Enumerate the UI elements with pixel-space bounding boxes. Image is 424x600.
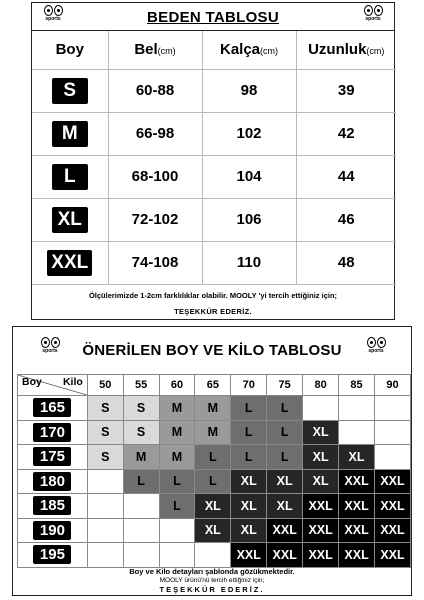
size-recommend-cell: XL <box>339 445 375 470</box>
size-recommend-cell <box>375 445 411 470</box>
size-recommend-cell: L <box>123 469 159 494</box>
weight-header: 85 <box>339 375 375 396</box>
size-recommend-cell: XXL <box>339 518 375 543</box>
height-badge: 170 <box>33 423 71 442</box>
size-recommend-cell <box>87 518 123 543</box>
size-table <box>32 31 396 285</box>
brand-logo-left: sports <box>40 5 66 27</box>
brand-logo-right: sports <box>360 5 386 27</box>
size-recommend-cell: L <box>159 469 195 494</box>
size-recommend-cell: S <box>123 420 159 445</box>
weight-header: 60 <box>159 375 195 396</box>
size-recommend-cell: XXL <box>375 494 411 519</box>
size-cell <box>32 69 108 112</box>
height-badge: 175 <box>33 447 71 466</box>
size-row <box>32 69 396 112</box>
size-chart-note: Ölçülerimizde 1-2cm farklılıklar olabilir. MOOLY 'yi tercih ettiğiniz için; <box>88 290 338 300</box>
size-recommend-cell <box>87 494 123 519</box>
weight-header-row <box>18 375 411 396</box>
size-recommend-cell: L <box>267 445 303 470</box>
size-recommend-cell: S <box>87 445 123 470</box>
size-recommend-cell: M <box>195 420 231 445</box>
size-recommend-cell <box>123 543 159 568</box>
height-row <box>18 396 411 421</box>
height-weight-table <box>17 374 411 568</box>
size-value-bel: 72-102 <box>108 198 202 241</box>
height-cell <box>18 469 88 494</box>
col-header-bel: Bel(cm) <box>108 31 202 69</box>
size-value-bel: 66-98 <box>108 112 202 155</box>
height-badge: 195 <box>33 545 71 564</box>
size-recommend-cell <box>195 543 231 568</box>
corner-boy-label: Boy <box>22 376 42 388</box>
size-row <box>32 155 396 198</box>
size-row <box>32 198 396 241</box>
size-recommend-cell: XXL <box>303 494 339 519</box>
height-badge: 185 <box>33 496 71 515</box>
brand-logo-left: sports <box>37 337 63 359</box>
size-chart-thanks: TEŞEKKÜR EDERİZ. <box>174 306 252 316</box>
size-recommend-cell: L <box>267 396 303 421</box>
size-recommend-cell: XXL <box>267 543 303 568</box>
recommend-chart-header <box>13 327 411 373</box>
size-chart-card <box>31 2 395 320</box>
size-recommend-cell: XL <box>195 518 231 543</box>
height-cell <box>18 543 88 568</box>
size-recommend-cell: XXL <box>303 543 339 568</box>
size-recommend-cell <box>159 543 195 568</box>
size-recommend-cell: S <box>123 396 159 421</box>
size-cell <box>32 155 108 198</box>
size-recommend-cell: XXL <box>231 543 267 568</box>
size-recommend-cell: XXL <box>339 543 375 568</box>
recommend-chart-card <box>12 326 412 596</box>
size-recommend-cell: L <box>195 445 231 470</box>
size-recommend-cell: L <box>231 420 267 445</box>
size-recommend-cell: XXL <box>303 518 339 543</box>
size-recommend-cell: XL <box>303 469 339 494</box>
size-recommend-cell: XL <box>231 518 267 543</box>
weight-header: 80 <box>303 375 339 396</box>
size-value-bel: 74-108 <box>108 241 202 284</box>
size-recommend-cell: XXL <box>339 494 375 519</box>
size-recommend-cell <box>303 396 339 421</box>
weight-header: 55 <box>123 375 159 396</box>
size-value-bel: 60-88 <box>108 69 202 112</box>
table-corner <box>18 375 88 396</box>
size-cell <box>32 112 108 155</box>
size-cell <box>32 198 108 241</box>
size-value-uzunluk: 42 <box>296 112 396 155</box>
size-recommend-cell: XL <box>195 494 231 519</box>
height-row <box>18 445 411 470</box>
brand-logo-right: sports <box>363 337 389 359</box>
size-recommend-cell: S <box>87 420 123 445</box>
size-recommend-cell: L <box>231 445 267 470</box>
size-recommend-cell <box>87 469 123 494</box>
size-recommend-cell: M <box>123 445 159 470</box>
weight-header: 65 <box>195 375 231 396</box>
size-recommend-cell <box>375 396 411 421</box>
size-recommend-cell: M <box>159 420 195 445</box>
size-value-kalca: 102 <box>202 112 296 155</box>
recommend-chart-thanks: TEŞEKKÜR EDERİZ. <box>159 585 265 594</box>
size-recommend-cell: XXL <box>375 469 411 494</box>
weight-header: 75 <box>267 375 303 396</box>
size-recommend-cell <box>339 396 375 421</box>
size-value-kalca: 104 <box>202 155 296 198</box>
height-row <box>18 518 411 543</box>
recommend-chart-title: ÖNERİLEN BOY VE KİLO TABLOSU <box>82 342 342 359</box>
size-value-kalca: 98 <box>202 69 296 112</box>
size-recommend-cell: XL <box>267 494 303 519</box>
size-recommend-cell: XL <box>231 494 267 519</box>
size-recommend-cell: L <box>159 494 195 519</box>
size-recommend-cell <box>339 420 375 445</box>
size-value-uzunluk: 46 <box>296 198 396 241</box>
height-row <box>18 494 411 519</box>
size-recommend-cell: L <box>195 469 231 494</box>
col-header-kalca: Kalça(cm) <box>202 31 296 69</box>
height-row <box>18 420 411 445</box>
height-cell <box>18 396 88 421</box>
weight-header: 50 <box>87 375 123 396</box>
size-badge: S <box>52 78 88 104</box>
size-recommend-cell: M <box>195 396 231 421</box>
size-chart-footer <box>32 291 394 316</box>
size-recommend-cell: XL <box>267 469 303 494</box>
size-recommend-cell <box>123 494 159 519</box>
size-value-uzunluk: 48 <box>296 241 396 284</box>
height-cell <box>18 518 88 543</box>
col-header-boy: Boy <box>32 31 108 69</box>
size-value-kalca: 110 <box>202 241 296 284</box>
height-cell <box>18 420 88 445</box>
size-table-header-row <box>32 31 396 69</box>
height-badge: 165 <box>33 398 71 417</box>
height-row <box>18 543 411 568</box>
size-recommend-cell: XXL <box>375 543 411 568</box>
size-recommend-cell: L <box>231 396 267 421</box>
size-recommend-cell: XL <box>231 469 267 494</box>
size-value-uzunluk: 39 <box>296 69 396 112</box>
weight-header: 70 <box>231 375 267 396</box>
recommend-chart-note2: MOOLY ürünü'nü tercih ettiğiniz için; <box>159 577 265 584</box>
size-recommend-cell: XL <box>303 420 339 445</box>
size-chart-title: BEDEN TABLOSU <box>147 9 279 26</box>
size-recommend-cell <box>159 518 195 543</box>
size-badge: XL <box>52 207 88 233</box>
size-recommend-cell: XXL <box>339 469 375 494</box>
height-cell <box>18 445 88 470</box>
height-cell <box>18 494 88 519</box>
size-recommend-cell <box>123 518 159 543</box>
size-value-uzunluk: 44 <box>296 155 396 198</box>
size-recommend-cell <box>375 420 411 445</box>
size-recommend-cell: M <box>159 445 195 470</box>
size-recommend-cell: XXL <box>375 518 411 543</box>
size-chart-header <box>32 3 394 31</box>
corner-kilo-label: Kilo <box>62 376 83 388</box>
recommend-chart-footer <box>13 567 411 594</box>
size-row <box>32 241 396 284</box>
size-recommend-cell: XXL <box>267 518 303 543</box>
size-recommend-cell <box>87 543 123 568</box>
size-cell <box>32 241 108 284</box>
col-header-uzunluk: Uzunluk(cm) <box>296 31 396 69</box>
size-recommend-cell: L <box>267 420 303 445</box>
size-recommend-cell: M <box>159 396 195 421</box>
size-badge: XXL <box>47 250 92 276</box>
size-badge: M <box>52 121 88 147</box>
size-recommend-cell: S <box>87 396 123 421</box>
size-value-kalca: 106 <box>202 198 296 241</box>
size-badge: L <box>52 164 88 190</box>
size-row <box>32 112 396 155</box>
size-value-bel: 68-100 <box>108 155 202 198</box>
height-badge: 190 <box>33 521 71 540</box>
size-recommend-cell: XL <box>303 445 339 470</box>
weight-header: 90 <box>375 375 411 396</box>
height-badge: 180 <box>33 472 71 491</box>
height-row <box>18 469 411 494</box>
recommend-chart-note: Boy ve Kilo detayları şablonda gözükmektedir. <box>129 567 295 576</box>
